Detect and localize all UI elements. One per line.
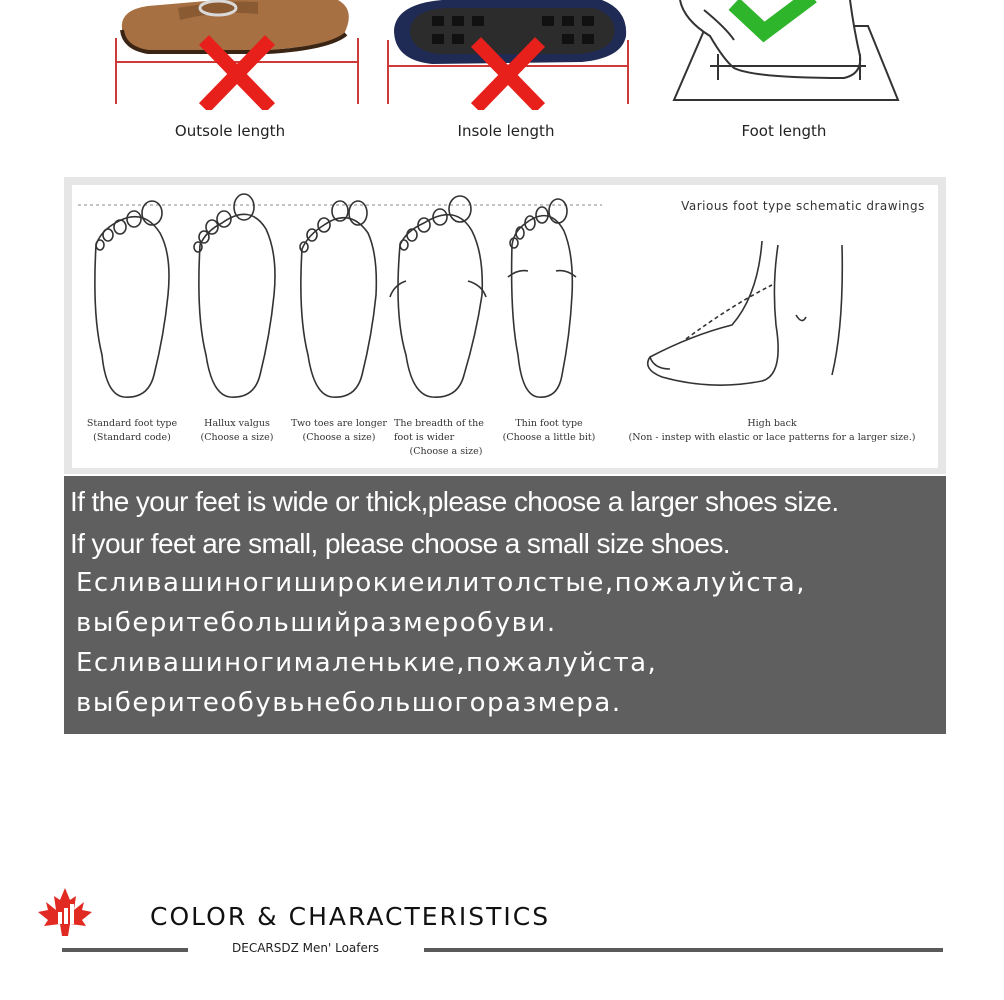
advice-line-ru: выберитебольшийразмеробуви. bbox=[76, 608, 557, 638]
high-back-caption: High back (Non - instep with elastic or lace patterns for a larger size.) bbox=[628, 418, 916, 443]
section-title: COLOR & CHARACTERISTICS bbox=[150, 902, 551, 931]
foot-length-label: Foot length bbox=[741, 122, 827, 140]
foot-type-caption: Two toes are longer (Choose a size) bbox=[291, 418, 387, 443]
measure-guide bbox=[0, 0, 1004, 160]
foot-length-illustration bbox=[664, 0, 908, 110]
foot-type-caption: Thin foot type (Choose a little bit) bbox=[502, 418, 596, 443]
outsole-illustration bbox=[108, 0, 366, 110]
advice-line-ru: Есливашиногималенькие,пожалуйста, bbox=[76, 648, 658, 678]
foot-types-panel bbox=[64, 177, 946, 474]
divider bbox=[424, 948, 943, 952]
advice-line-ru: выберитеобувьнебольшогоразмера. bbox=[76, 688, 622, 718]
divider bbox=[62, 948, 188, 952]
section-subtitle: DECARSDZ Men' Loafers bbox=[232, 941, 380, 955]
advice-line-en: If your feet are small, please choose a small size shoes. bbox=[70, 528, 730, 559]
foot-type-caption: Standard foot type (Standard code) bbox=[86, 418, 178, 443]
insole-label: Insole length bbox=[457, 122, 555, 140]
size-advice-panel bbox=[64, 476, 946, 734]
advice-line-ru: Есливашиногиширокиеилитолстые,пожалуйста, bbox=[76, 568, 806, 598]
insole-illustration bbox=[382, 0, 634, 110]
foot-type-caption: Hallux valgus (Choose a size) bbox=[200, 418, 274, 443]
foot-type-caption: The breadth of the foot is wider (Choose a size) bbox=[394, 418, 484, 457]
foot-types-title: Various foot type schematic drawings bbox=[681, 199, 925, 213]
maple-leaf-icon bbox=[36, 886, 94, 938]
outsole-label: Outsole length bbox=[174, 122, 286, 140]
advice-line-en: If the your feet is wide or thick,please choose a larger shoes size. bbox=[70, 486, 839, 517]
